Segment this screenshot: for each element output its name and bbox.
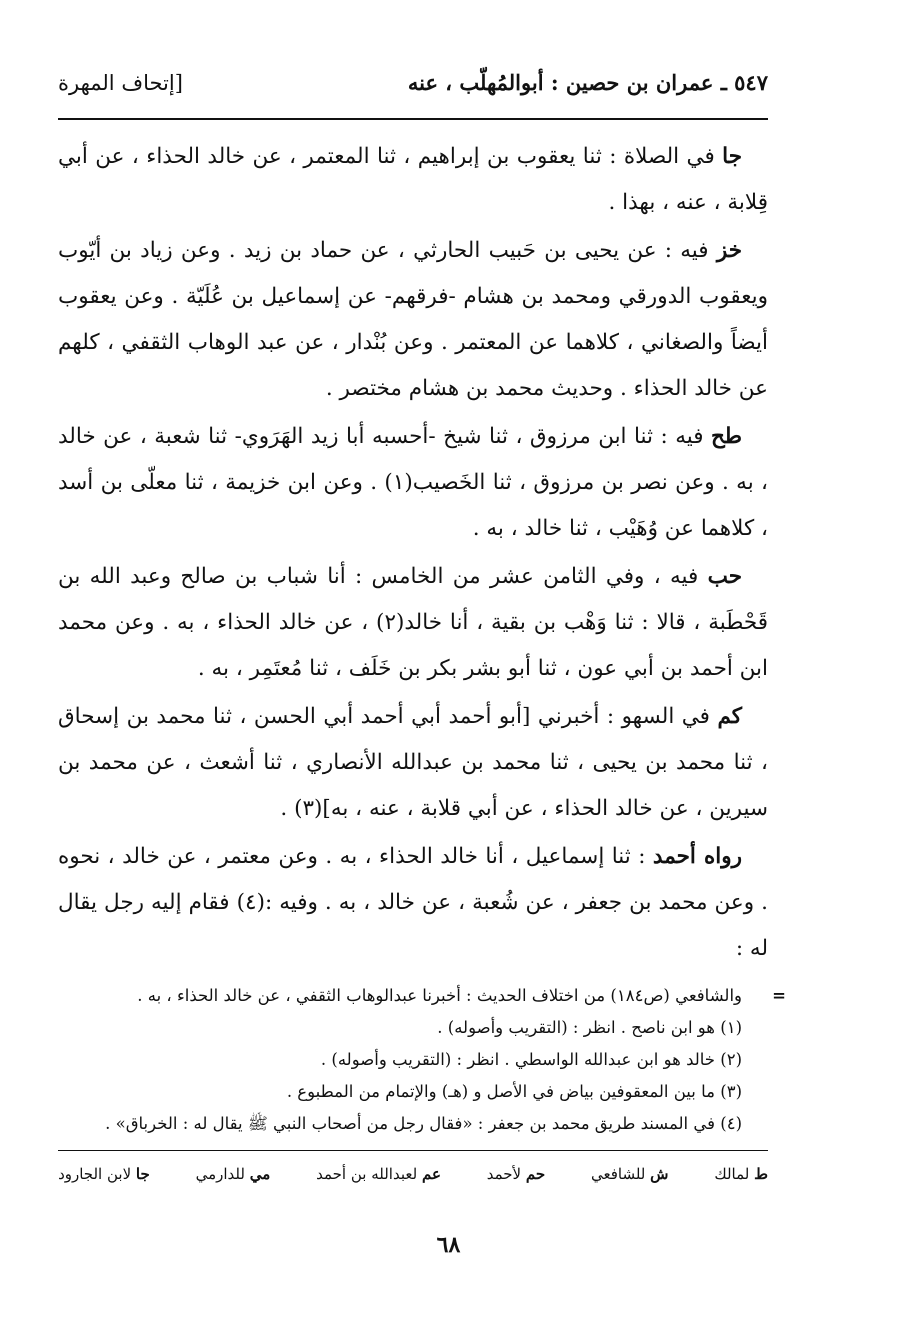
paragraph bbox=[58, 414, 768, 552]
abbreviation bbox=[316, 1165, 441, 1183]
footnote-4: (٤) في المسند طريق محمد بن جعفر : «فقال رجل من أصحاب النبي ﷺ يقال له : الخرباق» . bbox=[105, 1114, 742, 1133]
abbreviation-key: حم bbox=[525, 1165, 546, 1183]
abbreviation-value: لعبدالله بن أحمد bbox=[316, 1165, 418, 1183]
header-rule bbox=[58, 118, 768, 120]
footnote-1: (١) هو ابن ناصح . انظر : (التقريب وأصوله) . bbox=[437, 1018, 742, 1037]
abbreviation-value: لأحمد bbox=[486, 1165, 522, 1183]
source-code: رواه أحمد bbox=[652, 844, 743, 869]
paragraph-text: فيه ، وفي الثامن عشر من الخامس : أنا شباب بن صالح وعبد الله بن قَحْطَبة ، قالا : ثنا وَهْب بن بقية ، أنا خالد(٢) ، عن خالد الحذاء ، به . وعن محمد ابن أحمد بن أبي عون ، ثنا أبو بشر بكر بن خَلَف ، ثنا مُعتَمِر ، به . bbox=[58, 564, 768, 681]
abbreviation bbox=[487, 1165, 545, 1183]
abbreviation-key: جا bbox=[135, 1165, 150, 1183]
footnote-continuation-text: والشافعي (ص١٨٤) من اختلاف الحديث : أخبرنا عبدالوهاب الثقفي ، عن خالد الحذاء ، به . bbox=[137, 986, 742, 1005]
paragraph-text: فيه : عن يحيى بن حَبيب الحارثي ، عن حماد بن زيد . وعن زياد بن أيّوب ويعقوب الدورقي ومحمد بن هشام -فرقهم- عن إسماعيل بن عُلَيّة . وعن يعقوب أيضاً والصغاني ، كلاهما عن المعتمر . وعن بُنْدار ، عن عبد الوهاب الثقفي ، كلهم عن خالد الحذاء . وحديث محمد بن هشام مختصر . bbox=[58, 238, 768, 401]
paragraph bbox=[58, 554, 768, 692]
header-title: ٥٤٧ ـ عمران بن حصين : أبوالمُهلّب ، عنه bbox=[407, 70, 768, 95]
paragraph-text: : ثنا إسماعيل ، أنا خالد الحذاء ، به . وعن معتمر ، عن خالد ، نحوه . وعن محمد بن جعفر ، عن شُعبة ، عن خالد ، به . وفيه :(٤) فقام إليه رجل يقال له : bbox=[58, 844, 768, 961]
paragraph bbox=[58, 694, 768, 832]
continuation-mark: = bbox=[772, 986, 786, 1005]
abbreviation bbox=[591, 1165, 669, 1183]
source-code: طح bbox=[711, 424, 742, 449]
source-code: حب bbox=[707, 564, 742, 589]
abbreviation-key: عم bbox=[421, 1165, 441, 1183]
abbreviation-key: ط bbox=[754, 1165, 768, 1183]
paragraph bbox=[58, 834, 768, 972]
abbreviation-value: لابن الجارود bbox=[58, 1165, 132, 1183]
main-text bbox=[58, 134, 768, 972]
page-number: ٦٨ bbox=[436, 1232, 461, 1258]
abbreviation-value: للشافعي bbox=[590, 1165, 646, 1183]
abbreviations-key bbox=[58, 1165, 768, 1183]
abbreviation-key: ش bbox=[650, 1165, 669, 1183]
source-code: خز bbox=[716, 238, 742, 263]
abbreviation bbox=[58, 1165, 150, 1183]
abbreviation-key: مي bbox=[249, 1165, 271, 1183]
running-header bbox=[58, 70, 768, 110]
page bbox=[58, 70, 786, 1183]
abbreviation-value: لمالك bbox=[714, 1165, 750, 1183]
paragraph-text: في السهو : أخبرني [أبو أحمد أبي أحمد أبي الحسن ، ثنا محمد بن إسحاق ، ثنا محمد بن يحيى ، ثنا محمد بن عبدالله الأنصاري ، ثنا أشعث ، عن محمد بن سيرين ، عن خالد الحذاء ، عن أبي قلابة ، عنه ، به](٣) . bbox=[58, 704, 768, 821]
footnote-continuation bbox=[58, 980, 786, 1012]
footer-rule bbox=[58, 1150, 768, 1151]
book-title: [إتحاف المهرة bbox=[58, 71, 183, 95]
source-code: كم bbox=[717, 704, 742, 729]
abbreviation-value: للدارمي bbox=[195, 1165, 245, 1183]
footnote-3: (٣) ما بين المعقوفين بياض في الأصل و (هـ) والإتمام من المطبوع . bbox=[286, 1082, 742, 1101]
abbreviation bbox=[196, 1165, 271, 1183]
source-code: جا bbox=[722, 144, 742, 169]
paragraph bbox=[58, 228, 768, 412]
footnotes bbox=[58, 980, 786, 1140]
paragraph-text: في الصلاة : ثنا يعقوب بن إبراهيم ، ثنا المعتمر ، عن خالد الحذاء ، عن أبي قِلابة ، عنه ، بهذا . bbox=[58, 144, 768, 215]
abbreviation bbox=[714, 1165, 768, 1183]
paragraph bbox=[58, 134, 768, 226]
footnote-2: (٢) خالد هو ابن عبدالله الواسطي . انظر : (التقريب وأصوله) . bbox=[320, 1050, 742, 1069]
paragraph-text: فيه : ثنا ابن مرزوق ، ثنا شيخ -أحسبه أبا زيد الهَرَوي- ثنا شعبة ، عن خالد ، به . وعن نصر بن مرزوق ، ثنا الخَصيب(١) . وعن ابن خزيمة ، ثنا معلّى بن أسد ، كلاهما عن وُهَيْب ، ثنا خالد ، به . bbox=[58, 424, 768, 541]
